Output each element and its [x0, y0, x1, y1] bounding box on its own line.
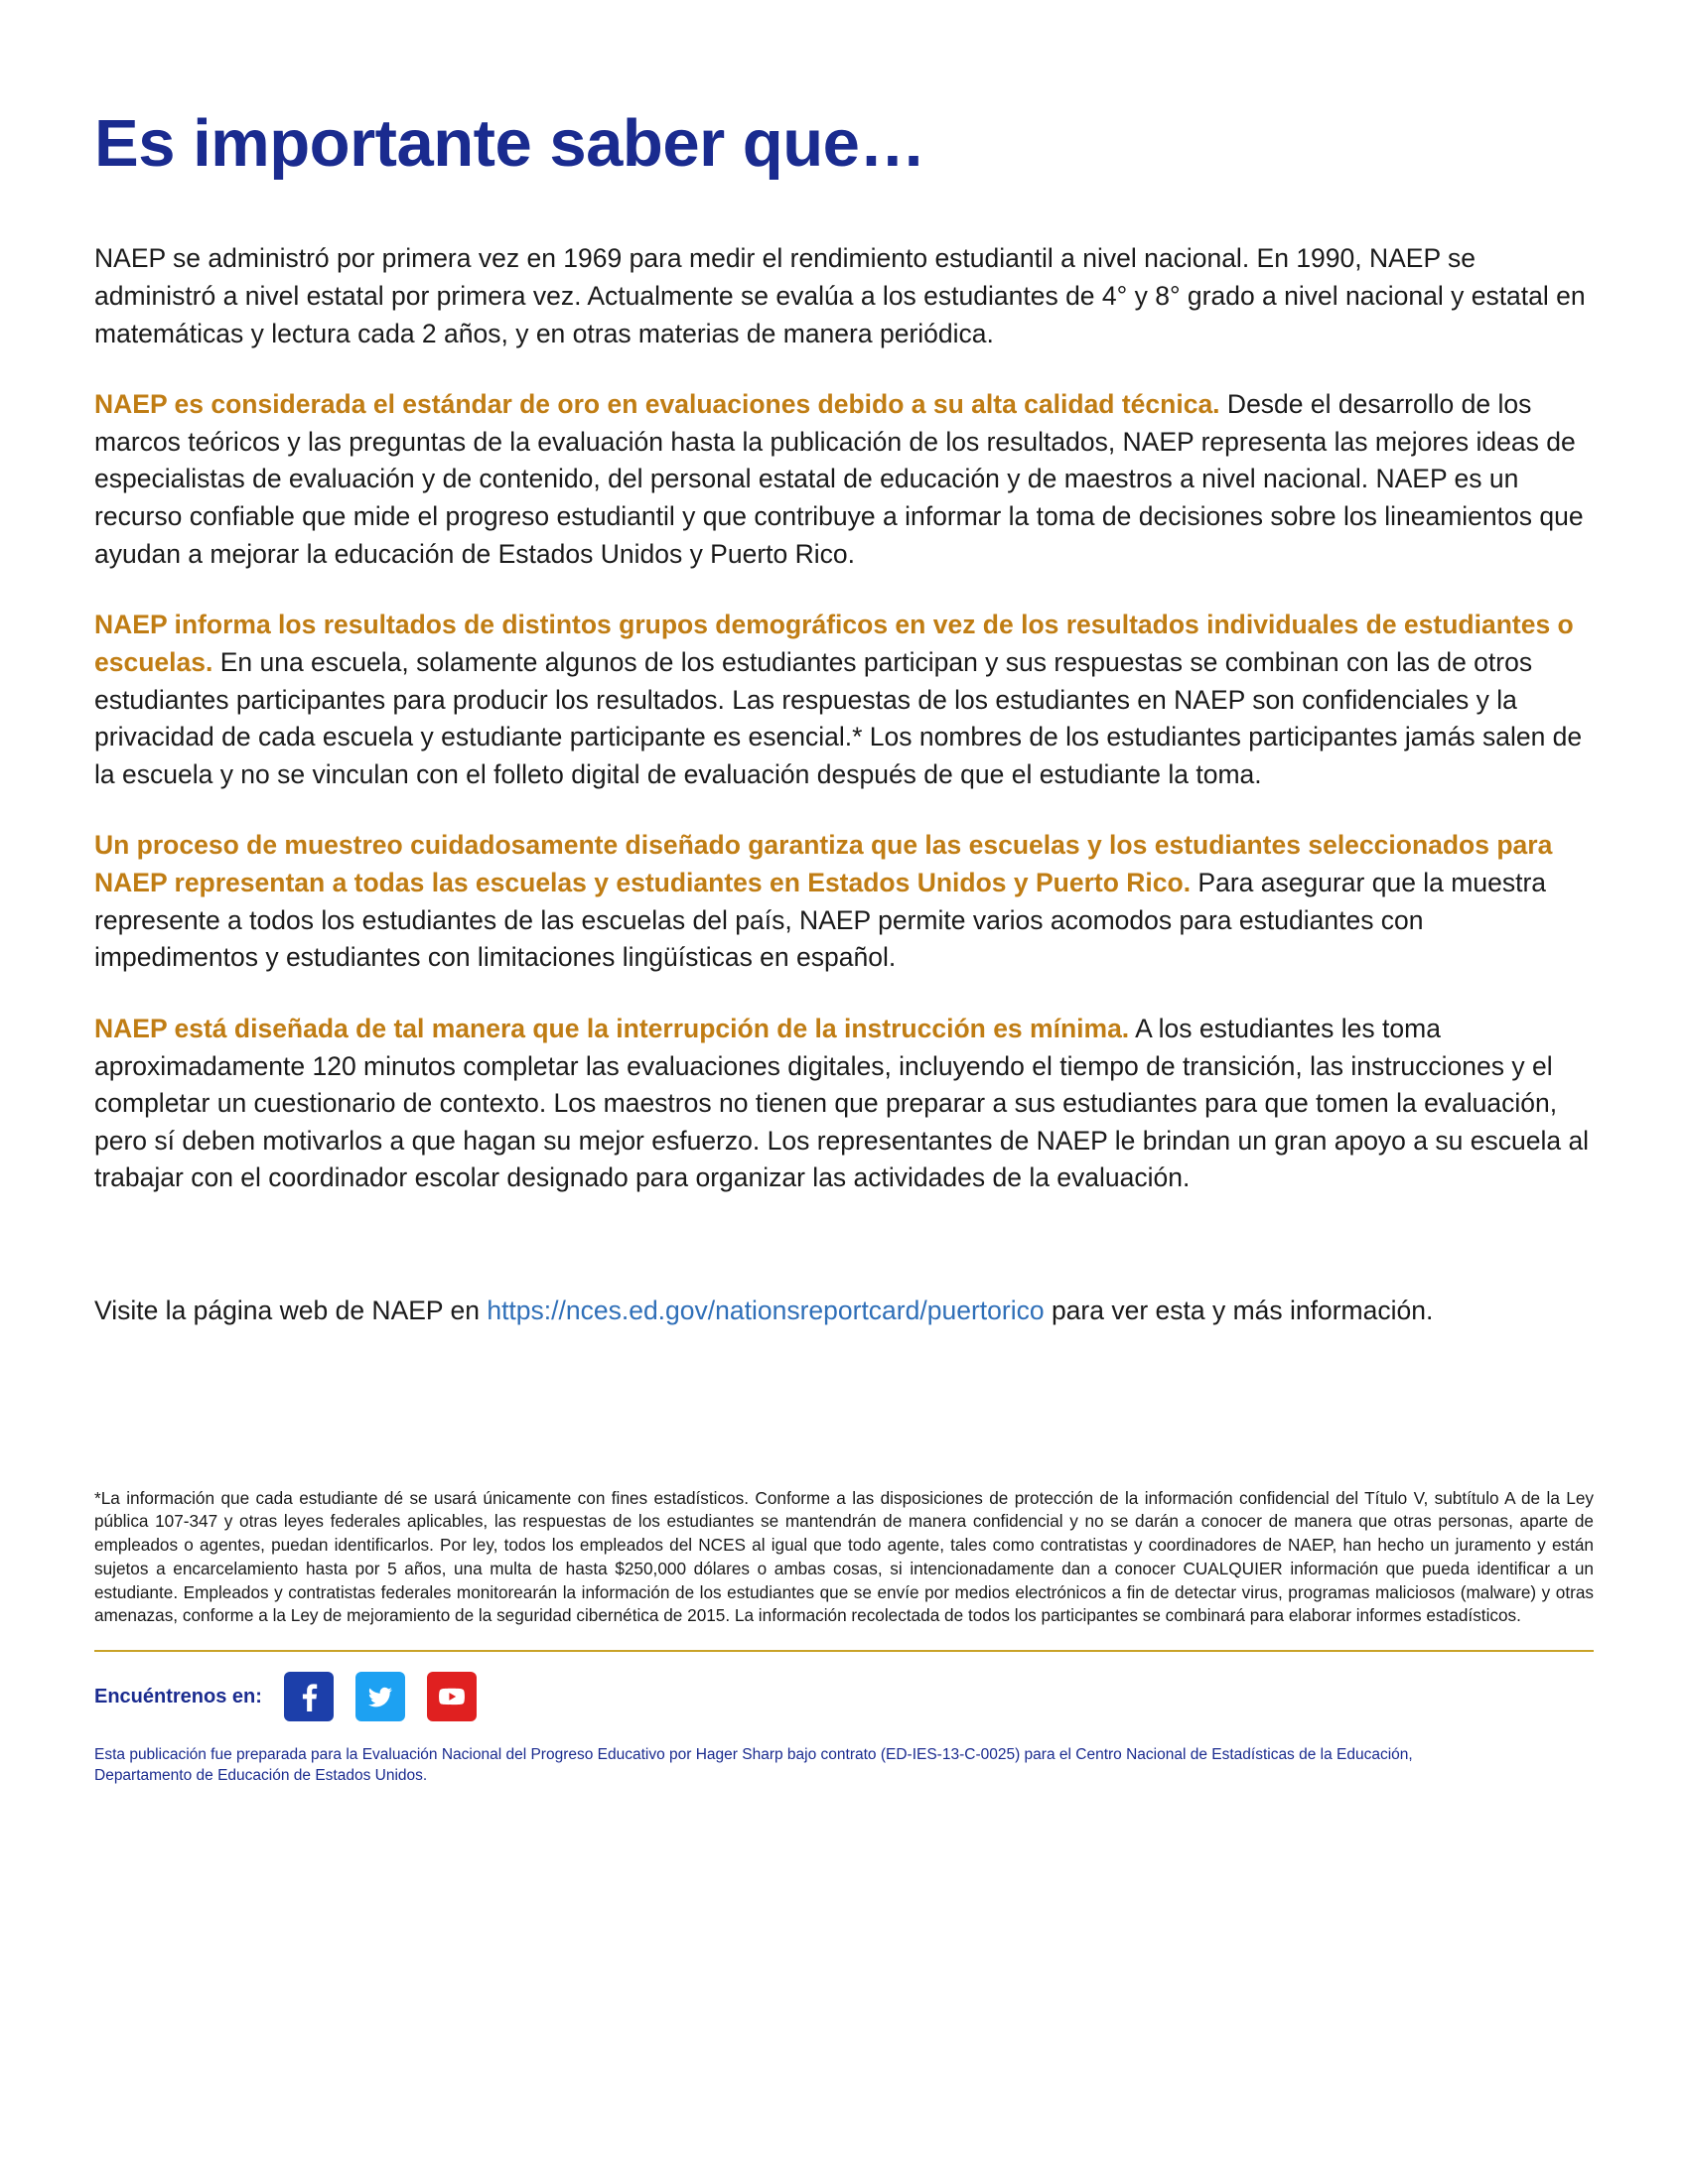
find-us-label: Encuéntrenos en:: [94, 1685, 262, 1707]
vertical-spacer: [94, 1330, 1594, 1479]
visit-prefix-text: Visite la página web de NAEP en: [94, 1296, 488, 1326]
paragraph-text: Desde el desarrollo de los marcos teóricos y las preguntas de la evaluación hasta la publicación de los resultados, NAEP representa las mejores ideas de especialistas de evaluación y de contenido, del personal estatal de educación y de maestros a nivel nacional. NAEP es un recurso confiable que mide el progreso estudiantil y que contribuye a informar la toma de decisiones sobre los lineamientos que ayudan a mejorar la educación de Estados Unidos y Puerto Rico.: [94, 389, 1584, 569]
footnote-text: *La información que cada estudiante dé se usará únicamente con fines estadísticos. Conforme a las disposiciones de protección de la información confidencial del Título V, subtítulo A de la Ley pública 107-347 y otras leyes federales aplicables, las respuestas de los estudiantes se mantendrán de manera confidencial y no se darán a conocer de manera que otras personas, aparte de empleados o agentes, puedan identificarlos. Por ley, todos los empleados del NCES al igual que todo agente, tales como contratistas y coordinadores de NAEP, han hecho un juramento y están sujetos a encarcelamiento hasta por 5 años, una multa de hasta $250,000 dólares o ambas cosas, si intencionadamente dan a conocer CUALQUIER información que pueda identificar a un estudiante. Empleados y contratistas federales monitorearán la información de los estudiantes que se envíe por medios electrónicos a fin de detectar virus, programas maliciosos (malware) y otras amenazas, conforme a la Ley de mejoramiento de la seguridad cibernética de 2015. La información recolectada de todos los participantes se combinará para elaborar informes estadísticos.: [94, 1487, 1594, 1626]
footer-divider: [94, 1650, 1594, 1652]
paragraph-lead: NAEP informa los resultados de distintos grupos demográficos en vez de los resultados individuales de estudiantes o escuelas.: [94, 610, 1574, 677]
paragraph-sampling: [94, 827, 1594, 977]
naep-puerto-rico-link[interactable]: https://nces.ed.gov/nationsreportcard/puertorico: [487, 1296, 1045, 1326]
paragraph-text: Para asegurar que la muestra represente a todos los estudiantes de las escuelas del país, NAEP permite varios acomodos para estudiantes con impedimentos y estudiantes con limitaciones lingüísticas en español.: [94, 868, 1547, 973]
visit-suffix-text: para ver esta y más información.: [1044, 1296, 1434, 1326]
find-us-row: [94, 1672, 1594, 1721]
visit-website-line: [94, 1293, 1594, 1330]
youtube-icon[interactable]: [427, 1672, 477, 1721]
paragraph-intro: [94, 240, 1594, 352]
paragraph-text: En una escuela, solamente algunos de los estudiantes participan y sus respuestas se combinan con las de otros estudiantes participantes para producir los resultados. Las respuestas de los estudiantes en NAEP son confidenciales y la privacidad de cada escuela y estudiante participante es esencial.* Los nombres de los estudiantes participantes jamás salen de la escuela y no se vinculan con el folleto digital de evaluación después de que el estudiante la toma.: [94, 646, 1583, 789]
paragraph-minimal-disruption: [94, 1011, 1594, 1197]
twitter-icon[interactable]: [355, 1672, 405, 1721]
publication-credit: Esta publicación fue preparada para la Evaluación Nacional del Progreso Educativo por Hager Sharp bajo contrato (ED-IES-13-C-0025) para el Centro Nacional de Estadísticas de la Educación, Departamento de Educación de Estados Unidos.: [94, 1746, 1413, 1785]
facebook-icon[interactable]: [284, 1672, 334, 1721]
page-title: Es importante saber que…: [94, 106, 925, 181]
paragraph-lead: Un proceso de muestreo cuidadosamente diseñado garantiza que las escuelas y los estudiantes seleccionados para NAEP representan a todas las escuelas y estudiantes en Estados Unidos y Puerto Rico.: [94, 830, 1553, 898]
paragraph-text: NAEP se administró por primera vez en 1969 para medir el rendimiento estudiantil a nivel nacional. En 1990, NAEP se administró a nivel estatal por primera vez. Actualmente se evalúa a los estudiantes de 4° y 8° grado a nivel nacional y estatal en matemáticas y lectura cada 2 años, y en otras materias de manera periódica.: [94, 243, 1586, 348]
paragraph-demographics: [94, 607, 1594, 793]
paragraph-text: A los estudiantes les toma aproximadamente 120 minutos completar las evaluaciones digitales, incluyendo el tiempo de transición, las instrucciones y el completar un cuestionario de contexto. Los maestros no tienen que preparar a sus estudiantes para que tomen la evaluación, pero sí deben motivarlos a que hagan su mejor esfuerzo. Los representantes de NAEP le brindan un gran apoyo a su escuela al trabajar con el coordinador escolar designado para organizar las actividades de la evaluación.: [94, 1013, 1590, 1193]
paragraph-gold-standard: [94, 386, 1594, 573]
paragraph-lead: NAEP está diseñada de tal manera que la interrupción de la instrucción es mínima.: [94, 1013, 1130, 1043]
paragraph-lead: NAEP es considerada el estándar de oro en evaluaciones debido a su alta calidad técnica.: [94, 389, 1220, 420]
